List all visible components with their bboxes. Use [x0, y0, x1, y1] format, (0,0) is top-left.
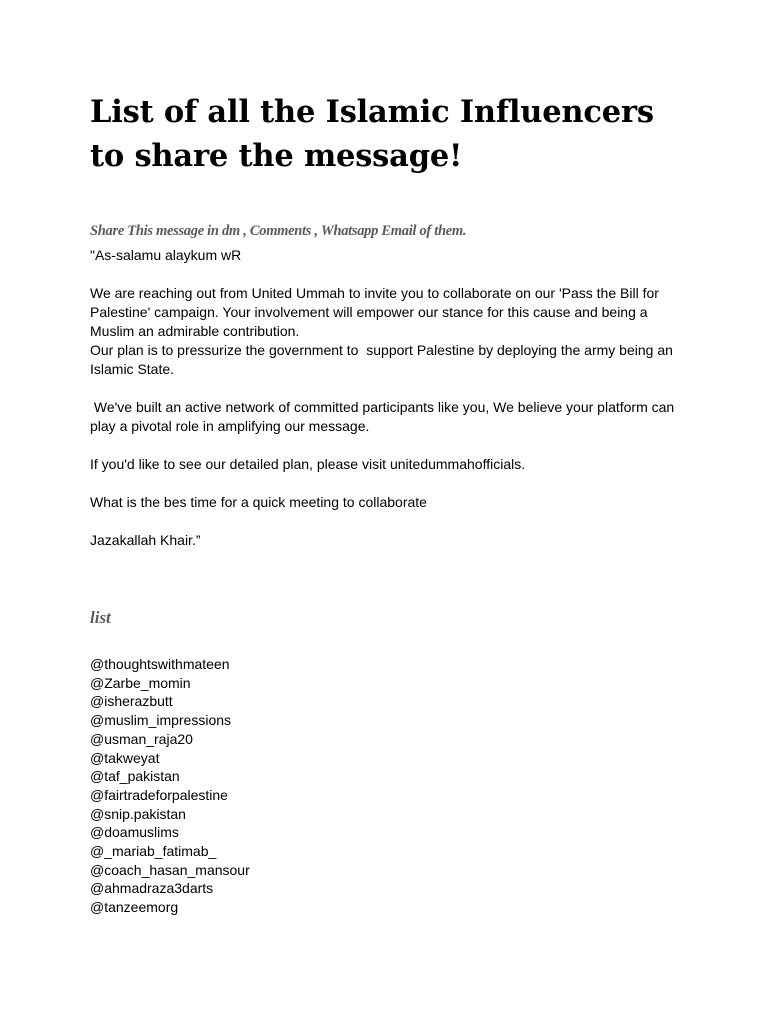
message-closing: Jazakallah Khair.”: [90, 532, 201, 548]
list-item: @usman_raja20: [90, 730, 193, 747]
list-item: @isherazbutt: [90, 693, 173, 710]
document-title: List of all the Islamic Influencers to share the message!: [90, 94, 654, 174]
message-paragraph: What is the bes time for a quick meeting to collaborate: [90, 494, 427, 510]
message-paragraph: We are reaching out from United Ummah to invite you to collaborate on our 'Pass the Bill for Palestine' campaign. Your involvement will empower our stance for this cause and being a Muslim an admirable contribution.: [90, 285, 663, 339]
list-item: @_mariab_fatimab_: [90, 843, 217, 860]
list-heading: list: [90, 608, 111, 627]
message-greeting: "As-salamu alaykum wR: [90, 247, 242, 263]
message-paragraph: We've built an active network of committed participants like you, We believe your platform can play a pivotal role in amplifying our message.: [90, 399, 679, 434]
influencer-handle-list: [90, 655, 250, 917]
list-item: @doamuslims: [90, 824, 179, 841]
message-body: [90, 246, 690, 550]
list-item: @tanzeemorg: [90, 899, 179, 916]
list-item: @fairtradeforpalestine: [90, 786, 228, 803]
list-item: @muslim_impressions: [90, 712, 232, 729]
message-paragraph: Our plan is to pressurize the government to support Palestine by deploying the army being an Islamic State.: [90, 342, 677, 377]
list-item: @taf_pakistan: [90, 768, 180, 785]
list-item: @snip.pakistan: [90, 805, 186, 822]
list-item: @coach_hasan_mansour: [90, 861, 250, 878]
share-instructions: Share This message in dm , Comments , Whatsapp Email of them.: [90, 223, 467, 239]
list-item: @Zarbe_momin: [90, 674, 191, 691]
list-item: @ahmadraza3darts: [90, 880, 214, 897]
list-item: @thoughtswithmateen: [90, 656, 230, 672]
message-paragraph: If you'd like to see our detailed plan, please visit unitedummahofficials.: [90, 456, 526, 472]
list-item: @takweyat: [90, 749, 160, 766]
